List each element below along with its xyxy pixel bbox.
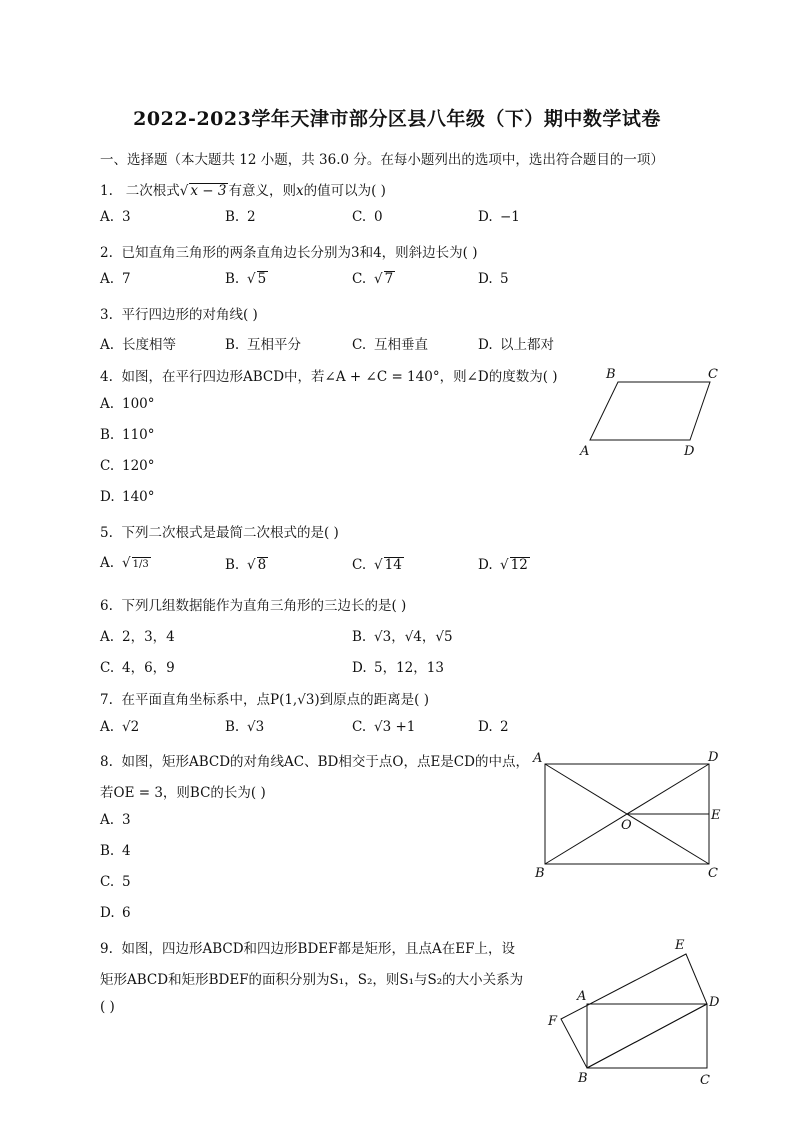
question-number: 7. bbox=[100, 692, 113, 708]
option-c[interactable]: C. √ 7 bbox=[352, 271, 394, 287]
option-letter: C. bbox=[352, 719, 367, 735]
option-text: 5 bbox=[122, 874, 131, 890]
option-letter: D. bbox=[100, 489, 115, 505]
question-text: 的值可以为( ) bbox=[303, 183, 386, 199]
option-b[interactable]: B. √ 5 bbox=[225, 271, 267, 287]
option-letter: D. bbox=[478, 337, 493, 353]
option-text: 4 bbox=[122, 843, 131, 859]
question-number: 3. bbox=[100, 307, 113, 323]
option-letter: A. bbox=[100, 396, 115, 412]
rectangle-diagonals-figure bbox=[525, 745, 725, 885]
option-c[interactable] bbox=[352, 719, 415, 735]
option-d[interactable] bbox=[100, 905, 131, 921]
option-letter: A. bbox=[100, 271, 115, 287]
question-text: 如图，四边形ABCD和四边形BDEF都是矩形，且点A在EF上，设 bbox=[121, 941, 515, 957]
question-6 bbox=[100, 594, 406, 614]
option-a[interactable] bbox=[100, 271, 131, 287]
option-letter: D. bbox=[100, 905, 115, 921]
option-d[interactable] bbox=[100, 489, 155, 505]
option-letter: B. bbox=[352, 629, 367, 645]
question-5 bbox=[100, 521, 339, 541]
option-text: 120° bbox=[122, 458, 155, 474]
option-letter: D. bbox=[478, 271, 493, 287]
option-a[interactable] bbox=[100, 812, 131, 828]
option-letter: D. bbox=[352, 660, 367, 676]
option-b[interactable] bbox=[100, 427, 155, 443]
vertex-label: A bbox=[577, 989, 587, 1004]
page-title: 2022-2023学年天津市部分区县八年级（下）期中数学试卷 bbox=[133, 108, 661, 130]
option-letter: B. bbox=[225, 337, 240, 353]
vertex-label: B bbox=[578, 1071, 588, 1086]
diagonal-bd bbox=[587, 1004, 707, 1068]
option-letter: D. bbox=[478, 557, 493, 573]
vertex-label: B bbox=[535, 866, 545, 881]
vertex-label: O bbox=[621, 818, 632, 833]
vertex-label: A bbox=[580, 444, 590, 459]
question-text: 有意义，则 bbox=[228, 183, 296, 199]
two-rectangles-figure bbox=[540, 932, 730, 1092]
vertex-label: C bbox=[708, 866, 718, 881]
vertex-label: A bbox=[533, 751, 543, 766]
option-b[interactable] bbox=[225, 719, 264, 735]
option-text: 100° bbox=[122, 396, 155, 412]
option-text: 2 bbox=[500, 719, 509, 735]
option-letter: C. bbox=[100, 458, 115, 474]
question-text: 在平面直角坐标系中，点P(1,√3)到原点的距离是( ) bbox=[121, 692, 429, 708]
parallelogram-figure bbox=[570, 360, 730, 465]
question-1: 1. 二次根式√ x − 3 有意义，则x的值可以为( ) bbox=[100, 183, 386, 199]
option-text: 3 bbox=[122, 812, 131, 828]
option-letter: B. bbox=[225, 557, 240, 573]
option-c[interactable] bbox=[352, 209, 383, 225]
option-text: 4，6，9 bbox=[122, 660, 175, 676]
option-c[interactable] bbox=[100, 874, 131, 890]
option-text: √3 +1 bbox=[374, 719, 416, 735]
question-number: 8. bbox=[100, 754, 113, 770]
option-letter: A. bbox=[100, 209, 115, 225]
option-text: 140° bbox=[122, 489, 155, 505]
option-text: 14 bbox=[384, 557, 402, 573]
vertex-label: F bbox=[548, 1014, 558, 1029]
option-letter: A. bbox=[100, 555, 115, 571]
option-a[interactable] bbox=[100, 209, 131, 225]
question-text: 已知直角三角形的两条直角边长分别为3和4，则斜边长为( ) bbox=[121, 245, 478, 261]
option-text: 110° bbox=[122, 427, 155, 443]
option-text: 以上都对 bbox=[500, 337, 554, 353]
option-text: 互相平分 bbox=[247, 337, 301, 353]
option-letter: C. bbox=[352, 271, 367, 287]
radicand: x − 3 bbox=[190, 183, 227, 199]
option-letter: A. bbox=[100, 337, 115, 353]
question-8 bbox=[100, 750, 529, 770]
option-letter: A. bbox=[100, 629, 115, 645]
option-letter: B. bbox=[100, 843, 115, 859]
option-b[interactable] bbox=[352, 625, 453, 645]
question-text: 下列二次根式是最简二次根式的是( ) bbox=[121, 525, 339, 541]
option-c[interactable] bbox=[100, 458, 155, 474]
question-number: 2. bbox=[100, 245, 113, 261]
option-text: 互相垂直 bbox=[374, 337, 428, 353]
option-letter: C. bbox=[352, 557, 367, 573]
question-text: 平行四边形的对角线( ) bbox=[121, 307, 258, 323]
option-a[interactable] bbox=[100, 719, 139, 735]
option-d[interactable] bbox=[352, 656, 444, 676]
question-text: 二次根式 bbox=[125, 183, 180, 199]
question-text: 如图，矩形ABCD的对角线AC、BD相交于点O，点E是CD的中点， bbox=[121, 754, 529, 770]
option-d[interactable]: D. √ 12 bbox=[478, 557, 528, 573]
option-text: 2 bbox=[247, 209, 256, 225]
vertex-label: D bbox=[709, 995, 720, 1010]
option-c[interactable] bbox=[352, 333, 428, 353]
option-b[interactable] bbox=[225, 209, 256, 225]
option-letter: A. bbox=[100, 719, 115, 735]
question-number: 1. bbox=[100, 183, 113, 199]
vertex-label: B bbox=[606, 367, 616, 382]
option-text: 7 bbox=[384, 271, 394, 287]
option-letter: D. bbox=[478, 209, 493, 225]
option-text: 3 bbox=[122, 209, 131, 225]
option-text: √2 bbox=[122, 719, 140, 735]
parallelogram-shape bbox=[590, 382, 710, 440]
option-letter: A. bbox=[100, 812, 115, 828]
section-heading: 一、选择题（本大题共 12 小题，共 36.0 分。在每小题列出的选项中，选出符合题目的一项） bbox=[100, 152, 664, 168]
option-text: 1/3 bbox=[132, 559, 149, 570]
option-text: 7 bbox=[122, 271, 131, 287]
option-letter: B. bbox=[225, 271, 240, 287]
question-9-line-3: ( ) bbox=[100, 999, 115, 1015]
question-number: 6. bbox=[100, 598, 113, 614]
option-letter: C. bbox=[100, 660, 115, 676]
option-b[interactable] bbox=[225, 333, 301, 353]
option-letter: D. bbox=[478, 719, 493, 735]
option-a[interactable] bbox=[100, 333, 176, 353]
option-a[interactable] bbox=[100, 396, 155, 412]
vertex-label: D bbox=[684, 444, 695, 459]
vertex-label: E bbox=[711, 808, 721, 823]
vertex-label: C bbox=[708, 367, 718, 382]
option-text: 0 bbox=[374, 209, 383, 225]
option-d[interactable] bbox=[478, 209, 520, 225]
question-9-line-2: 矩形ABCD和矩形BDEF的面积分别为S₁，S₂，则S₁与S₂的大小关系为 bbox=[100, 972, 524, 988]
question-number: 4. bbox=[100, 369, 113, 385]
option-letter: B. bbox=[100, 427, 115, 443]
variable: x bbox=[295, 183, 304, 199]
question-3 bbox=[100, 303, 258, 323]
option-text: 5 bbox=[500, 271, 509, 287]
option-b[interactable]: B. √ 8 bbox=[225, 557, 267, 573]
rectangle-bdef bbox=[561, 954, 707, 1068]
option-a[interactable] bbox=[100, 625, 175, 645]
question-4 bbox=[100, 365, 558, 385]
question-9 bbox=[100, 937, 515, 957]
vertex-label: D bbox=[708, 750, 719, 765]
option-c[interactable]: C. √ 14 bbox=[352, 557, 402, 573]
option-letter: C. bbox=[352, 337, 367, 353]
option-d[interactable] bbox=[478, 271, 509, 287]
option-text: 8 bbox=[257, 557, 267, 573]
option-text: 5 bbox=[257, 271, 267, 287]
option-d[interactable] bbox=[478, 719, 509, 735]
option-c[interactable] bbox=[100, 656, 175, 676]
question-number: 9. bbox=[100, 941, 113, 957]
question-7 bbox=[100, 688, 429, 708]
option-text: 12 bbox=[510, 557, 528, 573]
option-text: √3 bbox=[247, 719, 265, 735]
question-text: 下列几组数据能作为直角三角形的三边长的是( ) bbox=[121, 598, 407, 614]
question-8-line-2: 若OE = 3，则BC的长为( ) bbox=[100, 785, 266, 801]
option-text: 长度相等 bbox=[122, 337, 176, 353]
option-d[interactable] bbox=[478, 333, 554, 353]
option-letter: B. bbox=[225, 209, 240, 225]
option-letter: C. bbox=[352, 209, 367, 225]
option-b[interactable] bbox=[100, 843, 131, 859]
option-text: √3，√4，√5 bbox=[374, 629, 453, 645]
question-text: 如图，在平行四边形ABCD中，若∠A + ∠C = 140°，则∠D的度数为( ) bbox=[121, 369, 558, 385]
vertex-label: C bbox=[700, 1073, 710, 1088]
option-text: 2，3，4 bbox=[122, 629, 175, 645]
option-text: −1 bbox=[500, 209, 520, 225]
option-a[interactable]: A. √ 1/3 bbox=[100, 555, 149, 571]
vertex-label: E bbox=[675, 938, 685, 953]
question-number: 5. bbox=[100, 525, 113, 541]
option-letter: B. bbox=[225, 719, 240, 735]
question-2 bbox=[100, 241, 478, 261]
option-letter: C. bbox=[100, 874, 115, 890]
option-text: 6 bbox=[122, 905, 131, 921]
option-text: 5，12，13 bbox=[374, 660, 444, 676]
